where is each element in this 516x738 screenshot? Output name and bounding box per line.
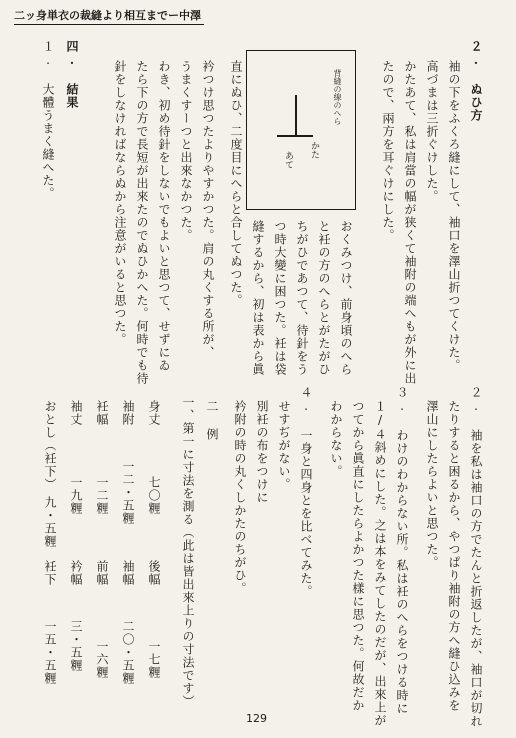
text-column: 一、第一に寸法を測る（此は皆出來上りの寸法です） [181,396,195,708]
text-column: 袖の下をふくろ縫にして、袖口を澤山折つてくけた。 [447,60,461,372]
text-column: つてから眞直にしたらよかつた樣に思つた。何故だか [351,400,365,712]
text-column: 二 例 [205,400,219,441]
table-cell: 一二・五糎 [121,460,135,525]
section-heading: ２. ぬひ方 [469,40,483,122]
text-column: かたあて、私は肩當の幅が狭くて袖附の端へもが外に出 [403,60,417,385]
table-cell: 袖附 [121,400,135,426]
text-column: たら下の方で長短が出來たのでぬひかへた。何時でも待 [135,60,149,385]
section-heading: 四. 結果 [65,40,79,109]
diagram-line [277,135,313,137]
table-cell: 三・五糎 [69,620,83,672]
diagram-label: あて [283,151,293,169]
text-column: 針をしなければならぬから注意がいると思つた。 [113,60,127,346]
table-cell: 九・五糎 [43,496,57,548]
text-column: たりすると困るから、やつぱり袖附の方へ縫ひ込みを [447,400,461,712]
text-column: せすぢがない。 [277,400,291,491]
table-cell: おとし（衽下） [43,400,57,491]
table-cell: 一五・五糎 [43,620,57,685]
running-title: 二ッ身単衣の裁縫より相互までー中澤 [14,9,201,22]
text-column: １/４斜めにした。之は本をみてしたのだが、出來上が [373,400,387,727]
diagram-label: かた [309,141,319,159]
table-cell: 袖幅 [121,560,135,586]
table-cell: 前幅 [95,560,109,586]
sewing-diagram [246,50,356,210]
text-column: ３. わけのわからない所。私は衽のへらをつける時に [395,386,409,715]
text-column: うまくすーつと出來なかつた。 [179,60,193,242]
text-column: おくみつけ、前身頃のへら [339,220,353,376]
table-cell: 一二糎 [95,476,109,515]
table-cell: 後幅 [147,560,161,586]
table-cell: 一七糎 [147,640,161,679]
text-column: ちがひであつて、待針をう [295,220,309,376]
table-cell: 身丈 [147,400,161,426]
text-column: ４. 一身と四身とを比べてみた。 [299,386,313,598]
page-number: 129 [246,712,267,725]
text-column: つ時大變に困つた。衽は袋 [273,220,287,376]
text-column: 直にぬひ、二度目にへらと合してぬつた。 [229,60,243,307]
text-column: 縫するから、初は表から眞 [251,220,265,376]
text-column: 高づまは三折ぐけした。 [425,60,439,203]
table-cell: 袖丈 [69,400,83,426]
text-column: ２. 袖を私は袖口の方でたんと折返したが、袖口が切れ [469,386,483,728]
text-column: 別衽の布をつけに [255,400,269,504]
table-cell: 衿幅 [69,560,83,586]
text-column: １. 大體うまく縫へた。 [41,40,55,200]
table-cell: 七〇糎 [147,476,161,515]
text-column: 衿附の時の丸くしかたのちがひ。 [233,400,247,595]
diagram-line [295,95,297,135]
diagram-label: 背縫の線のへら [333,69,342,125]
text-column: わからない。 [329,400,343,478]
text-column: と衽の方のへらとがたがひ [317,220,331,376]
text-column: 澤山にしたらよいと思つた。 [425,400,439,569]
table-cell: 衽下 [43,560,57,586]
table-cell: 一九糎 [69,476,83,515]
title-divider [14,24,204,25]
table-cell: 二〇・五糎 [121,620,135,685]
table-cell: 一六糎 [95,640,109,679]
text-column: たので、兩方を耳ぐけにした。 [381,60,395,242]
text-column: わき、初め待針をしないでもよいと思つて、せずにゐ [157,60,171,372]
table-cell: 衽幅 [95,400,109,426]
text-column: 衿つけ思つたよりやすかつた。肩の丸くする所が、 [201,60,215,359]
